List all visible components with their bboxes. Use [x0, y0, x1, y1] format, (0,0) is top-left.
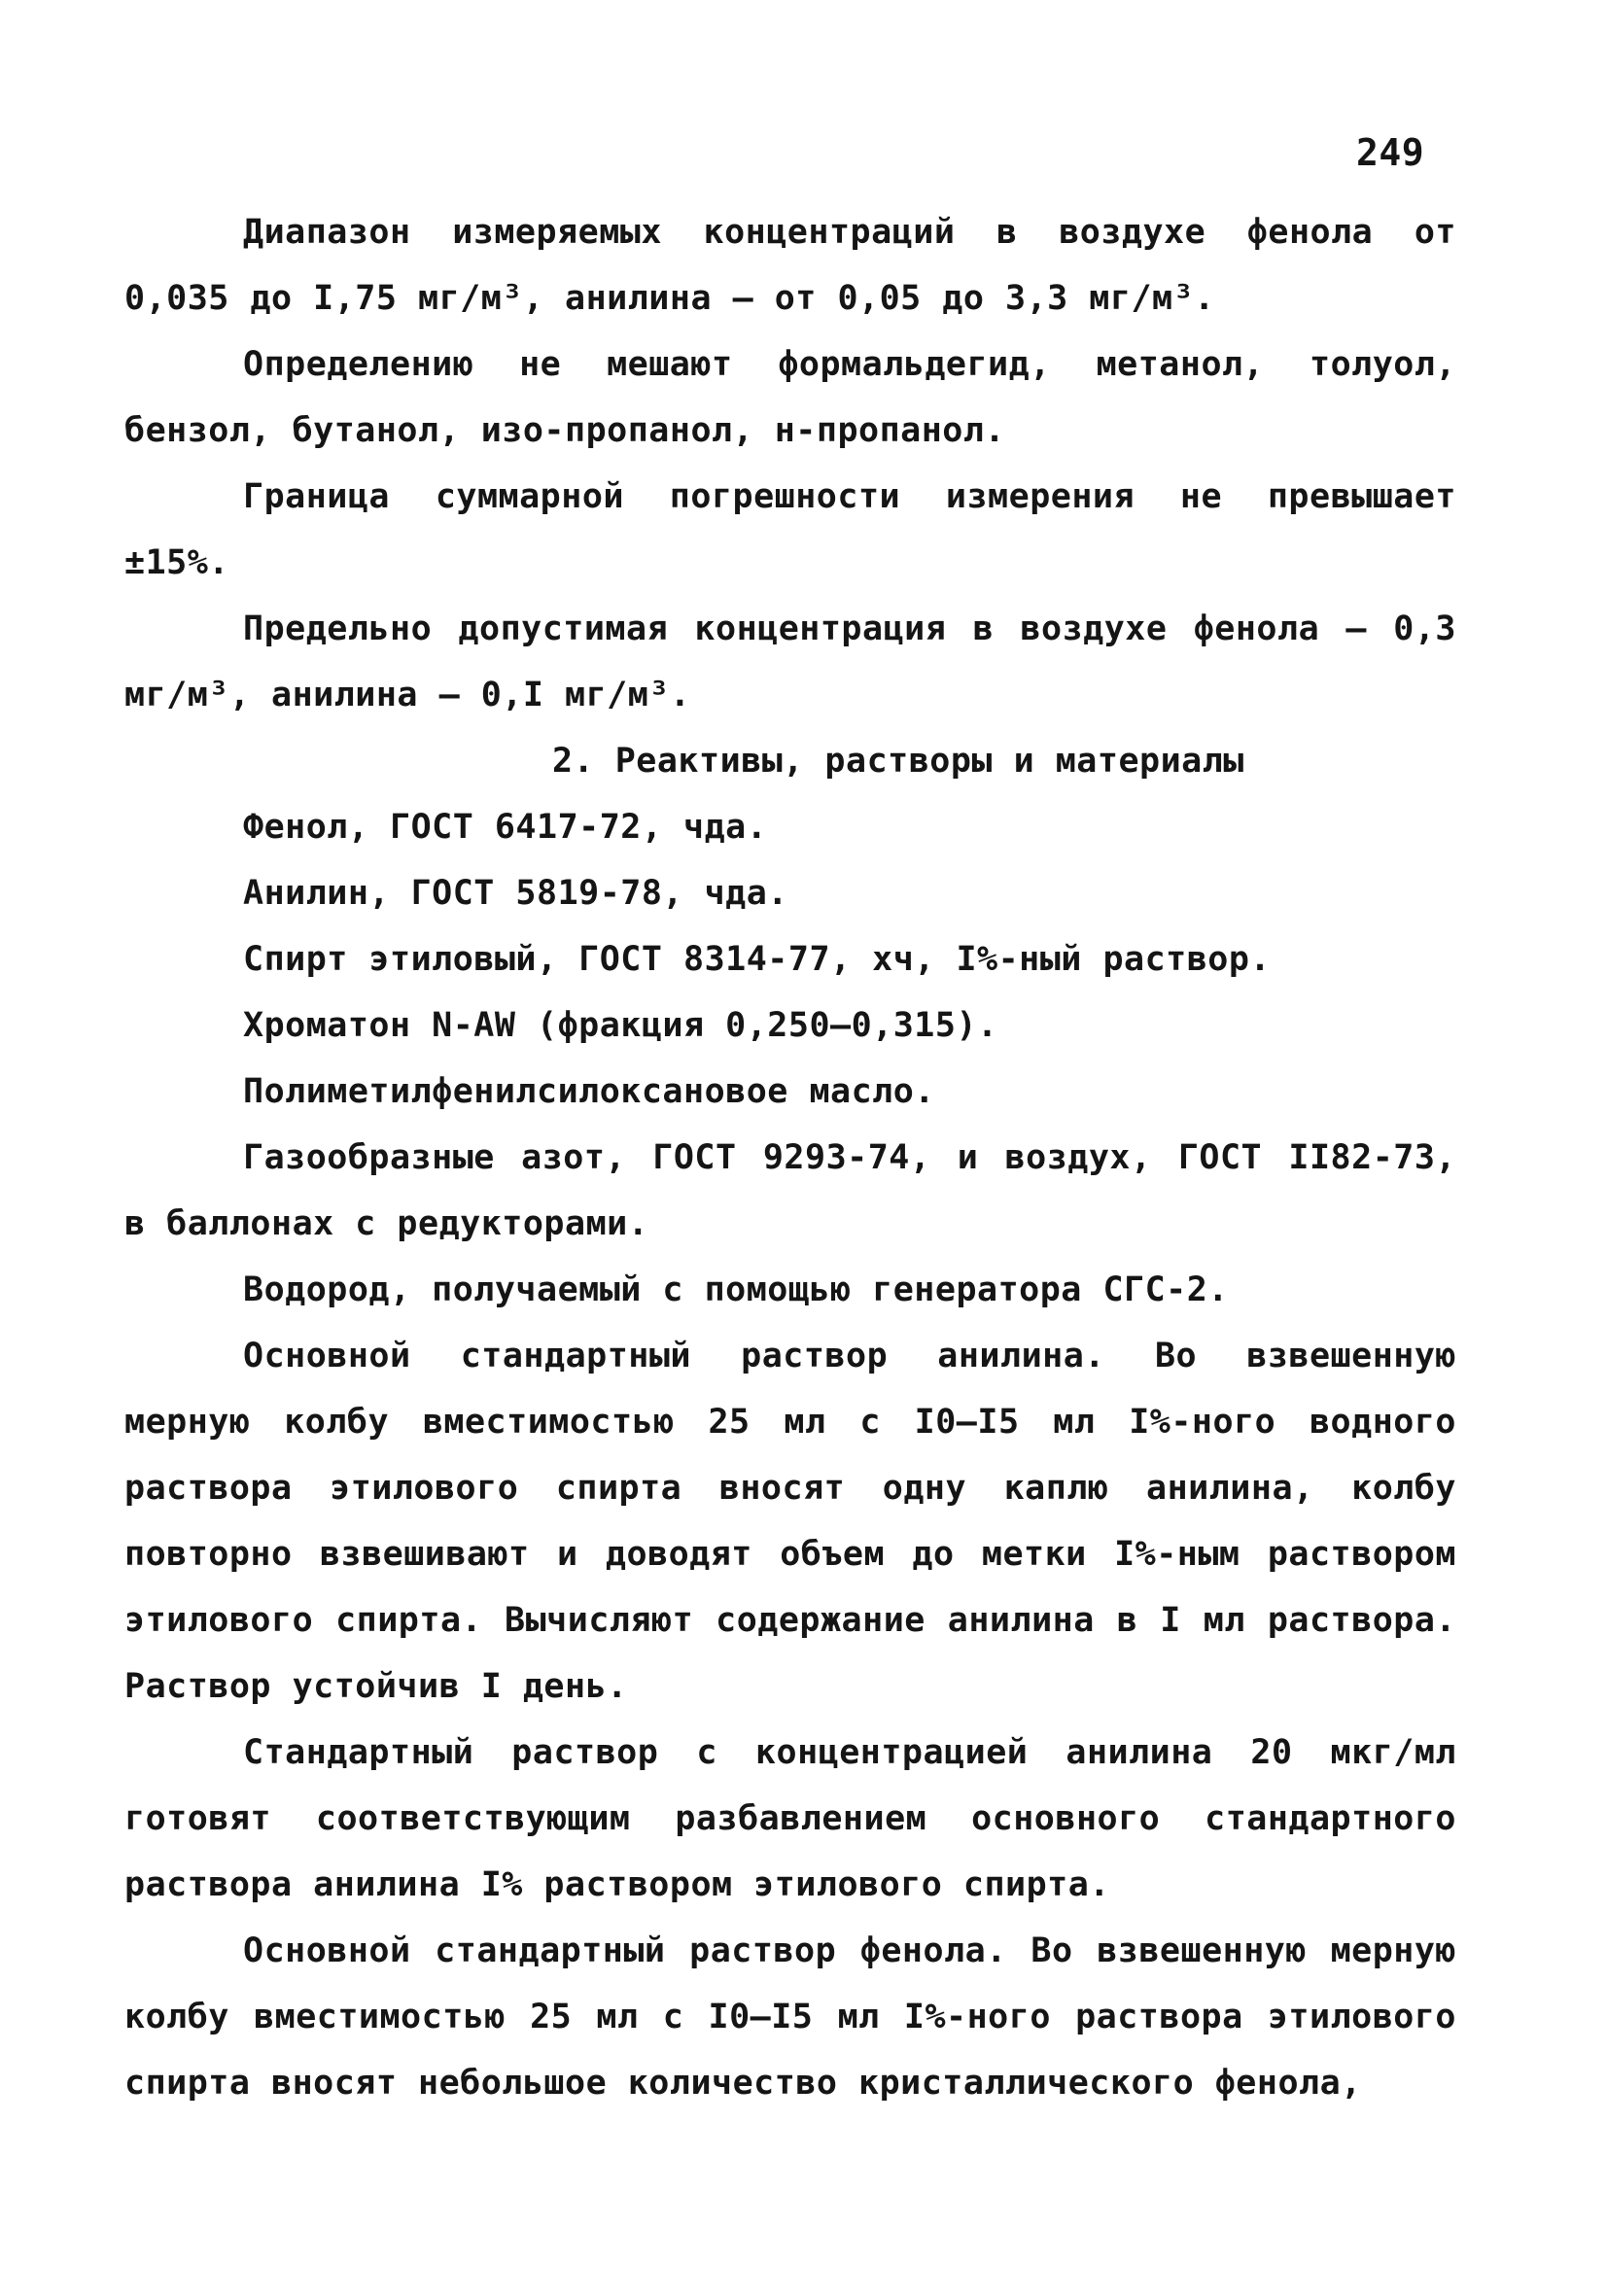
paragraph-interferences: Определению не мешают формальдегид, метанол, толуол, бензол, бутанол, изо-пропанол, н-пропанол.: [124, 345, 1456, 450]
paragraph-gases: Газообразные азот, ГОСТ 9293-74, и воздух, ГОСТ II82-73, в баллонах с редукторами.: [124, 1138, 1456, 1243]
paragraph-max-concentration: Предельно допустимая концентрация в воздухе фенола – 0,3 мг/м³, анилина – 0,I мг/м³.: [124, 609, 1456, 714]
paragraph-error-limit: Граница суммарной погрешности измерения не превышает ±15%.: [124, 477, 1456, 582]
paragraph-hydrogen: Водород, получаемый с помощью генератора СГС-2.: [243, 1270, 1229, 1309]
reagent-chromaton: Хроматон N-AW (фракция 0,250–0,315).: [243, 1006, 998, 1045]
page-content: [124, 199, 1456, 2116]
paragraph-measurement-range: Диапазон измеряемых концентраций в воздухе фенола от 0,035 до I,75 мг/м³, анилина – от 0,05 до 3,3 мг/м³.: [124, 213, 1456, 318]
reagent-oil: Полиметилфенилсилоксановое масло.: [243, 1072, 935, 1111]
reagent-aniline: Анилин, ГОСТ 5819-78, чда.: [243, 874, 788, 913]
page-number: 249: [1356, 131, 1425, 174]
paragraph-aniline-standard: Стандартный раствор с концентрацией анилина 20 мкг/мл готовят соответствующим разбавлением основного стандартного раствора анилина I% раствором этилового спирта.: [124, 1733, 1456, 1904]
paragraph-aniline-stock: Основной стандартный раствор анилина. Во взвешенную мерную колбу вместимостью 25 мл с I0–I5 мл I%-ного водного раствора этилового спирта вносят одну каплю анилина, колбу повторно взвешивают и доводят объем до метки I%-ным раствором этилового спирта. Вычисляют содержание анилина в I мл раствора. Раствор устойчив I день.: [124, 1337, 1456, 1706]
section-heading: 2. Реактивы, растворы и материалы: [552, 742, 1244, 781]
reagent-ethanol: Спирт этиловый, ГОСТ 8314-77, хч, I%-ный раствор.: [243, 940, 1272, 979]
reagent-phenol: Фенол, ГОСТ 6417-72, чда.: [243, 808, 768, 847]
paragraph-phenol-stock: Основной стандартный раствор фенола. Во взвешенную мерную колбу вместимостью 25 мл с I0–I5 мл I%-ного раствора этилового спирта вносят небольшое количество кристаллического фенола,: [124, 1931, 1456, 2103]
